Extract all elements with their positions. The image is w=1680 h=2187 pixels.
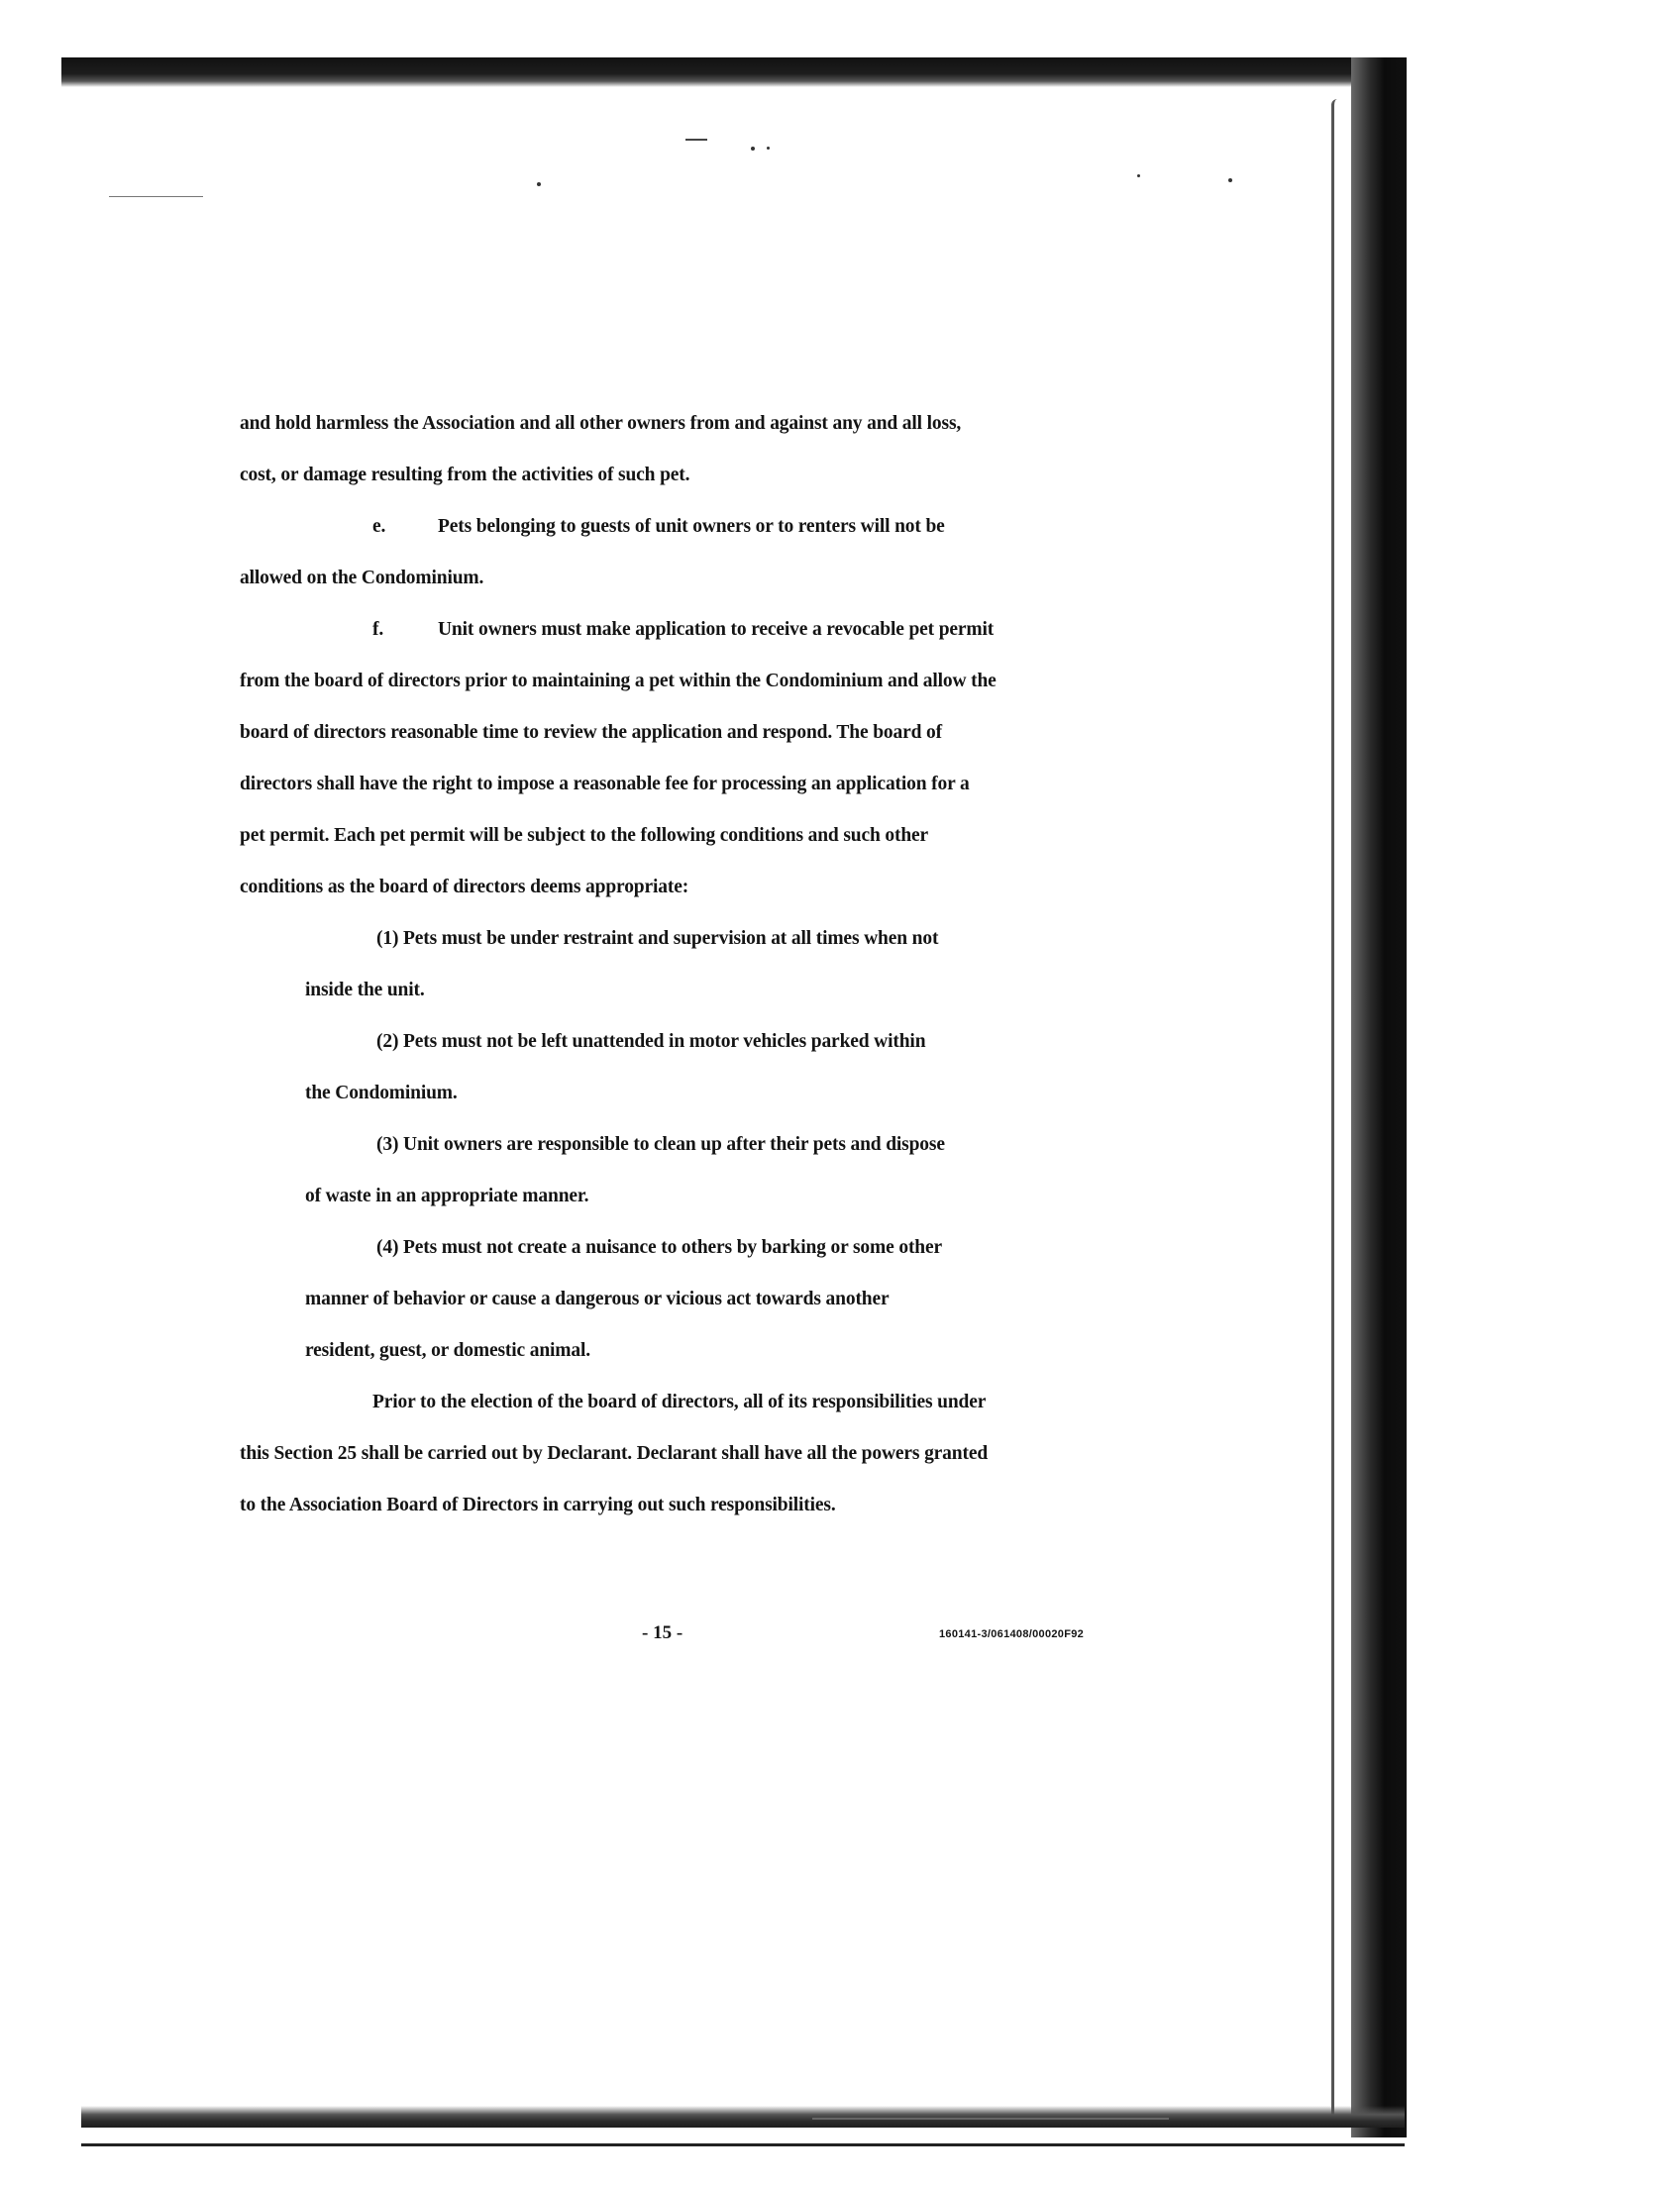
condition-item [240,1016,1111,1119]
scan-artifact [537,182,541,186]
scan-edge-bottom [81,2106,1405,2128]
item-f [240,604,1111,656]
item-f-continuation: directors shall have the right to impose a reasonable fee for processing an application for a [240,774,970,794]
condition-item [240,1222,1111,1377]
condition-continuation: of waste in an appropriate manner. [305,1186,589,1206]
condition-item [240,1119,1111,1222]
condition-text: (4) Pets must not create a nuisance to others by barking or some other [376,1237,943,1258]
scan-edge-right [1351,57,1407,2137]
document-id: 160141-3/061408/00020F92 [939,1628,1085,1640]
scan-artifact [685,139,707,141]
condition-text: (1) Pets must be under restraint and supervision at all times when not [376,928,939,949]
condition-continuation: resident, guest, or domestic animal. [305,1340,590,1361]
scan-artifact [751,147,755,151]
scan-artifact [812,2118,1169,2120]
page-number: - 15 - [642,1622,683,1643]
closing-paragraph-line: this Section 25 shall be carried out by Declarant. Declarant shall have all the powers granted [240,1443,989,1464]
scan-artifact [767,147,770,150]
condition-continuation: manner of behavior or cause a dangerous or vicious act towards another [305,1289,890,1309]
closing-paragraph-first-line: Prior to the election of the board of directors, all of its responsibilities under [372,1392,987,1412]
condition-continuation: the Condominium. [305,1083,458,1103]
paragraph-line: cost, or damage resulting from the activities of such pet. [240,465,690,485]
condition-item [240,913,1111,1016]
scan-edge-top [61,57,1399,87]
item-f-continuation: from the board of directors prior to maintaining a pet within the Condominium and allow the [240,671,997,691]
item-e-continuation: allowed on the Condominium. [240,568,484,588]
item-e-marker: e. [372,516,386,537]
condition-text: (3) Unit owners are responsible to clean up after their pets and dispose [376,1134,945,1155]
closing-paragraph-line: to the Association Board of Directors in carrying out such responsibilities. [240,1495,836,1515]
item-e-text: Pets belonging to guests of unit owners or to renters will not be [438,516,945,537]
item-e [240,501,1111,553]
scan-artifact [109,196,203,197]
item-f-marker: f. [372,619,384,640]
condition-continuation: inside the unit. [305,980,425,1000]
condition-text: (2) Pets must not be left unattended in motor vehicles parked within [376,1031,926,1052]
scan-artifact [1228,178,1232,182]
item-f-continuation: conditions as the board of directors deems appropriate: [240,877,689,897]
item-f-continuation: pet permit. Each pet permit will be subject to the following conditions and such other [240,825,929,846]
item-f-continuation: board of directors reasonable time to review the application and respond. The board of [240,722,942,743]
document-body [240,398,1111,1531]
item-f-text: Unit owners must make application to receive a revocable pet permit [438,619,995,640]
paragraph-line: and hold harmless the Association and all other owners from and against any and all loss, [240,413,962,434]
scan-edge-bottom-line [81,2143,1405,2146]
scan-artifact [1137,174,1140,177]
scan-edge-right-inner [1331,99,1356,2120]
